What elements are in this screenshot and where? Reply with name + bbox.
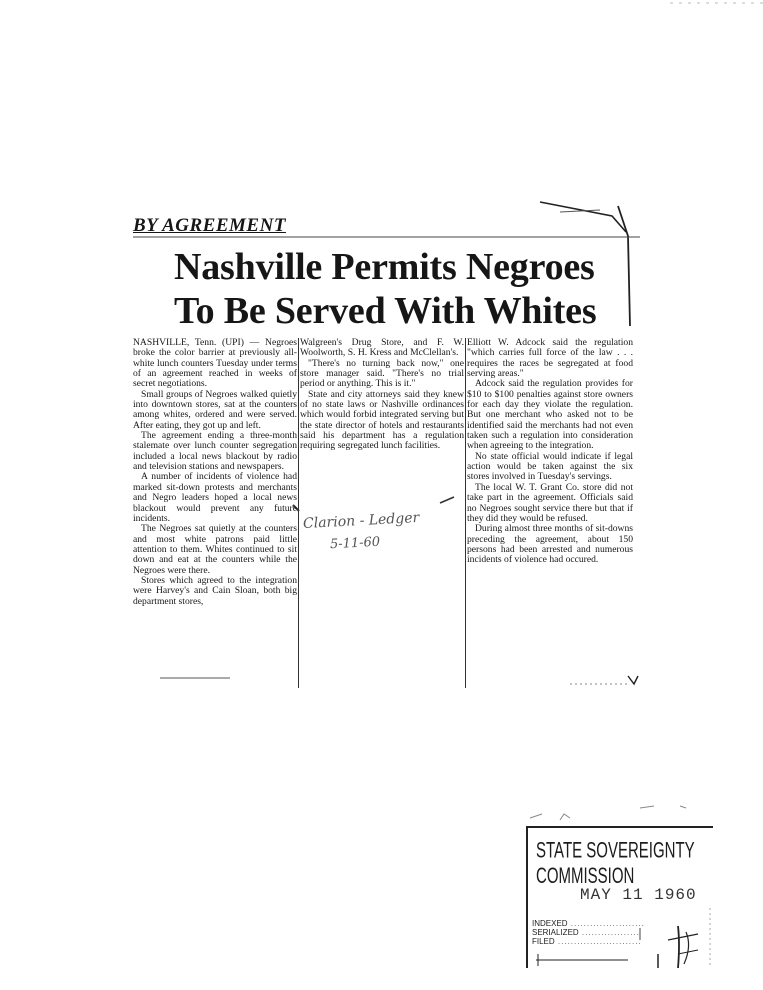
paragraph: No state official would indicate if legal action would be taken against the six stores involved in Tuesday's servings. xyxy=(467,450,633,483)
paragraph: During almost three months of sit-downs preceding the agreement, about 150 persons had been arrested and numerous incidents of violence had occured. xyxy=(467,523,633,566)
paragraph: Stores which agreed to the integration were Harvey's and Cain Sloan, both big department stores, xyxy=(133,574,297,607)
headline xyxy=(174,245,634,333)
stamp-fields: INDEXED ....................... SERIALIZED .................. FILED .......................... xyxy=(532,919,645,946)
paragraph: Adcock said the regulation provides for $10 to $100 penalties against store owners for each day they violate the regulation. But one merchant who asked not to be identified said the merchants had not even taken such a regulation into consideration when agreeing to the integration. xyxy=(467,378,633,452)
paragraph: Elliott W. Adcock said the regulation "which carries full force of the law . . . requires the races be segregated at food serving areas." xyxy=(467,337,633,380)
stamp-field-indexed: INDEXED xyxy=(532,919,568,928)
paragraph: The agreement ending a three-month stalemate over lunch counter segregation included a local news blackout by radio and television stations and newspapers. xyxy=(133,430,297,473)
headline-line-1: Nashville Permits Negroes xyxy=(174,246,595,288)
column-rule xyxy=(298,338,299,688)
handwritten-date: 5-11-60 xyxy=(329,534,381,553)
paragraph: A number of incidents of violence had marked sit-down protests and merchants and Negro leaders hoped a local news blackout would prevent any future incidents. xyxy=(133,471,297,524)
stamp-field-filed: FILED xyxy=(532,937,555,946)
stamp-pen-marks xyxy=(528,828,713,968)
article-column-1 xyxy=(133,338,297,607)
paragraph: NASHVILLE, Tenn. (UPI) — Negroes broke the color barrier at previously all-white lunch counters Tuesday under terms of an agreement reached in weeks of secret negotiations. xyxy=(133,337,297,390)
paragraph: "There's no turning back now," one store manager said. "There's no trial period or anything. This is it." xyxy=(300,357,464,390)
stamp-date: MAY 11 1960 xyxy=(580,886,697,904)
paragraph: State and city attorneys said they knew of no state laws or Nashville ordinances which would forbid integrated serving but the state director of hotels and restaurants said his department has a regulation requiring segregated lunch facilities. xyxy=(300,388,464,452)
paragraph: Small groups of Negroes walked quietly into downtown stores, sat at the counters among whites, ordered and were served. After eating, they got up and left. xyxy=(133,388,297,431)
paragraph: The Negroes sat quietly at the counters and most white patrons paid little attention to them. Whites continued to sit down and eat at the counters while the Negroes were there. xyxy=(133,523,297,576)
corner-marks xyxy=(0,0,763,20)
article-column-2 xyxy=(300,338,464,452)
stamp-field-serialized: SERIALIZED xyxy=(532,928,579,937)
commission-stamp xyxy=(526,826,713,968)
paragraph: Walgreen's Drug Store, and F. W. Woolworth, S. H. Kress and McClellan's. xyxy=(300,337,464,359)
article-column-3 xyxy=(467,338,633,566)
handwritten-source: Clarion - Ledger xyxy=(302,509,420,533)
column-rule xyxy=(465,338,466,688)
kicker: BY AGREEMENT xyxy=(133,215,286,236)
paragraph: The local W. T. Grant Co. store did not take part in the agreement. Officials said no Negroes sought service there but that if they did they would be refused. xyxy=(467,481,633,524)
headline-line-2: To Be Served With Whites xyxy=(174,290,597,332)
stamp-title: STATE SOVEREIGNTY COMMISSION xyxy=(536,838,695,889)
